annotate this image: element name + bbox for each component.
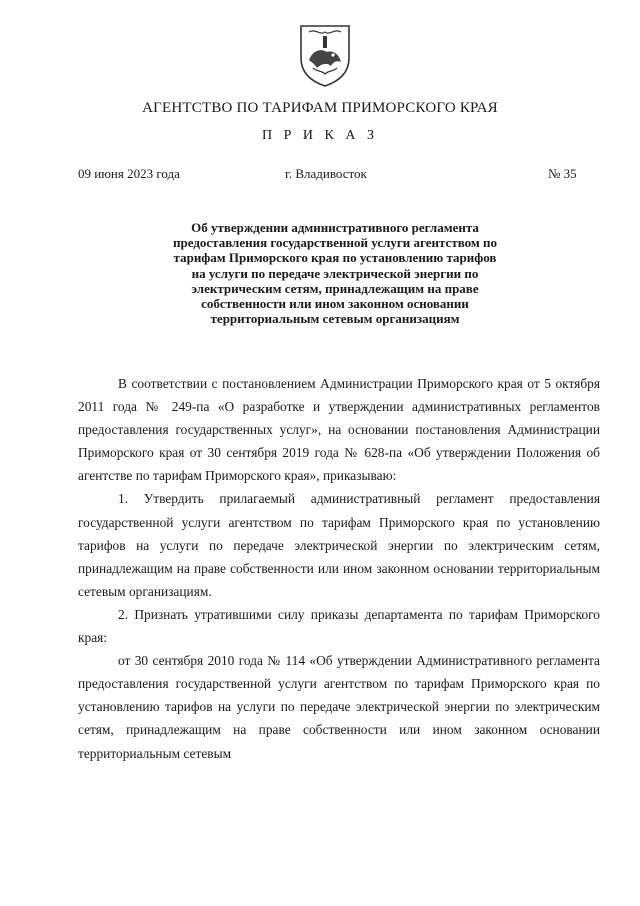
body-paragraph: от 30 сентября 2010 года № 114 «Об утверждении Административного регламента предоставления государственной услуги агентством по тарифам Приморского края по установлению тарифов на услуги по передаче электрической энергии по электрическим сетям, принадлежащим на праве собственности или ином законном основании территориальным сетевым bbox=[78, 653, 600, 761]
order-body bbox=[78, 372, 600, 765]
order-number: № 35 bbox=[548, 166, 577, 181]
subject-line: на услуги по передаче электрической энергии по bbox=[191, 265, 479, 281]
body-paragraph: 2. Признать утратившими силу приказы департамента по тарифам Приморского края: bbox=[78, 606, 600, 646]
subject-line: Об утверждении административного регламента bbox=[191, 220, 479, 235]
order-subject bbox=[140, 220, 530, 326]
subject-line: территориальным сетевым организациям bbox=[210, 311, 460, 327]
coat-of-arms-emblem bbox=[297, 22, 353, 88]
order-date: 09 июня 2023 года bbox=[78, 166, 180, 181]
subject-line: электрическим сетям, принадлежащим на праве bbox=[191, 280, 479, 296]
subject-line: предоставления государственной услуги агентством по bbox=[173, 235, 497, 251]
subject-line: тарифам Приморского края по установлению тарифов bbox=[173, 250, 497, 266]
agency-name: АГЕНТСТВО ПО ТАРИФАМ ПРИМОРСКОГО КРАЯ bbox=[142, 100, 498, 116]
subject-line: собственности или ином законном основании bbox=[201, 296, 469, 312]
order-city: г. Владивосток bbox=[285, 166, 367, 181]
body-paragraph: 1. Утвердить прилагаемый административный регламент предоставления государственной услуги агентством по тарифам Приморского края по установлению тарифов на услуги по передаче электрической энергии по электрическим сетям, принадлежащим на праве собственности или ином законном основании территориальным сетевым организациям. bbox=[78, 491, 600, 599]
document-type: П Р И К А З bbox=[262, 128, 378, 143]
body-paragraph: В соответствии с постановлением Администрации Приморского края от 5 октября 2011 года № 249-па «О разработке и утверждении административных регламентов предоставления государственных услуг», на основании постановления Администрации Приморского края от 30 сентября 2019 года № 628-па «Об утверждении Положения об агентстве по тарифам Приморского края», приказываю: bbox=[78, 376, 600, 484]
